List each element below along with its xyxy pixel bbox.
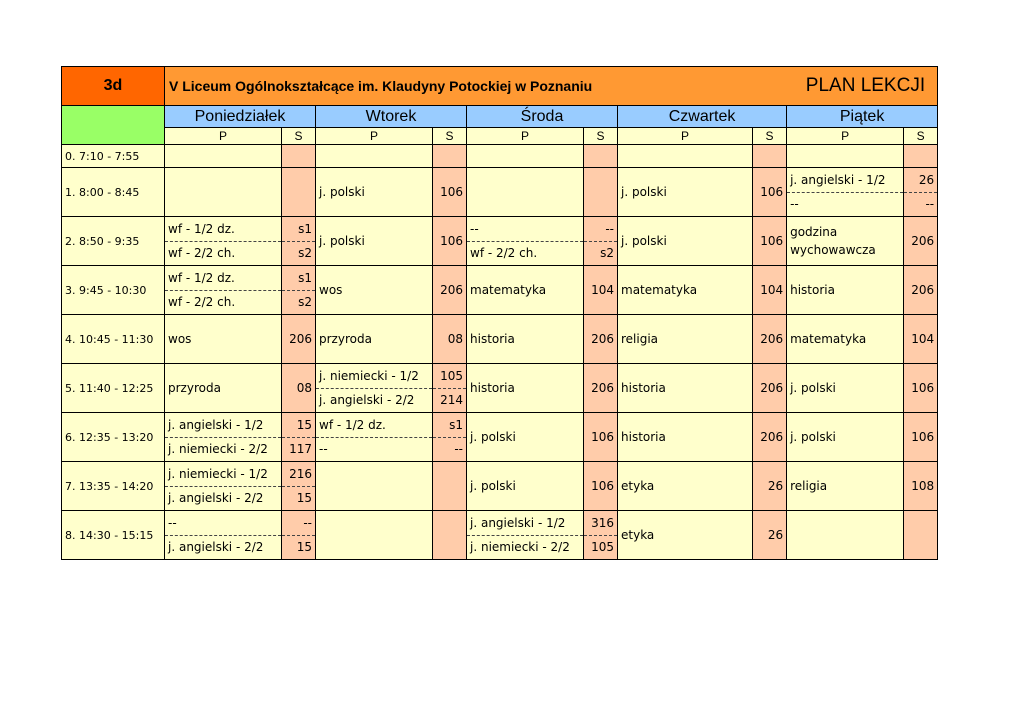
lesson-time: 4. 10:45 - 11:30 — [62, 315, 165, 364]
lesson-row — [62, 266, 938, 315]
room-number: 206 — [911, 234, 935, 248]
subject-name: j. niemiecki - 2/2 — [168, 442, 268, 457]
subject-name: matematyka — [790, 332, 867, 346]
subject-name: godzina wychowawcza — [790, 225, 876, 257]
room-number: -- — [584, 217, 617, 242]
subject-name: wos — [168, 332, 192, 346]
room-cell — [904, 413, 938, 462]
subject-name: przyroda — [168, 381, 221, 395]
lesson-row — [62, 364, 938, 413]
room-number: 216 — [282, 462, 315, 487]
room-cell — [282, 168, 316, 217]
subject-column-header: P — [316, 128, 433, 145]
room-column-header: S — [753, 128, 787, 145]
subject-column-header: P — [618, 128, 753, 145]
page-title: PLAN LEKCJI — [787, 67, 938, 106]
room-cell — [433, 145, 467, 168]
subject-cell — [787, 413, 904, 462]
subject-name: -- — [467, 217, 583, 242]
room-cell — [904, 168, 938, 217]
room-cell — [753, 315, 787, 364]
subject-name: historia — [470, 332, 515, 346]
subject-cell — [316, 511, 433, 560]
lesson-row — [62, 168, 938, 217]
subject-name: wf - 1/2 dz. — [165, 266, 281, 291]
lesson-row — [62, 413, 938, 462]
subject-name: etyka — [621, 528, 655, 542]
class-name: 3d — [62, 67, 165, 106]
subject-cell — [467, 511, 584, 560]
subject-cell — [316, 462, 433, 511]
room-number: -- — [454, 442, 463, 457]
subject-name: wf - 2/2 ch. — [470, 246, 538, 261]
room-cell — [753, 266, 787, 315]
subject-cell — [467, 462, 584, 511]
subject-name: j. polski — [790, 381, 836, 395]
subject-cell — [165, 462, 282, 511]
room-number: -- — [925, 197, 935, 212]
subject-cell — [165, 145, 282, 168]
subject-name: religia — [621, 332, 659, 346]
room-cell — [904, 217, 938, 266]
subject-name: j. angielski - 1/2 — [787, 168, 903, 193]
room-number: 206 — [440, 283, 463, 297]
subject-cell — [618, 217, 753, 266]
subject-cell — [618, 462, 753, 511]
room-cell — [584, 315, 618, 364]
room-cell — [433, 266, 467, 315]
room-cell — [584, 511, 618, 560]
room-number: 26 — [767, 528, 784, 542]
room-number: 108 — [911, 479, 935, 493]
subject-name: matematyka — [470, 283, 547, 297]
day-header: Poniedziałek — [165, 106, 316, 128]
subject-cell — [165, 315, 282, 364]
subject-cell — [618, 168, 753, 217]
subject-cell — [467, 413, 584, 462]
room-cell — [433, 511, 467, 560]
room-number: 316 — [584, 511, 617, 536]
lesson-time: 3. 9:45 - 10:30 — [62, 266, 165, 315]
lesson-time: 7. 13:35 - 14:20 — [62, 462, 165, 511]
subject-name: j. angielski - 1/2 — [165, 413, 281, 438]
day-header: Środa — [467, 106, 618, 128]
subject-cell — [165, 217, 282, 266]
subject-name: j. angielski - 2/2 — [319, 393, 415, 408]
room-number: s2 — [298, 246, 312, 261]
lesson-time: 1. 8:00 - 8:45 — [62, 168, 165, 217]
room-cell — [584, 217, 618, 266]
subject-name: historia — [790, 283, 835, 297]
school-name: V Liceum Ogólnokształcące im. Klaudyny Potockiej w Poznaniu — [165, 67, 787, 106]
room-cell — [433, 217, 467, 266]
subject-column-header: P — [787, 128, 904, 145]
subject-name: religia — [790, 479, 828, 493]
room-number: 105 — [433, 364, 466, 389]
room-cell — [904, 511, 938, 560]
room-number: 206 — [591, 381, 614, 395]
room-number: 15 — [296, 540, 312, 555]
subject-name: wf - 1/2 dz. — [165, 217, 281, 242]
subject-name: przyroda — [319, 332, 372, 346]
room-number: 206 — [911, 283, 935, 297]
subject-cell — [787, 364, 904, 413]
subject-name: j. polski — [319, 234, 365, 248]
lesson-time: 2. 8:50 - 9:35 — [62, 217, 165, 266]
room-number: 106 — [440, 185, 463, 199]
day-header: Piątek — [787, 106, 938, 128]
room-cell — [433, 364, 467, 413]
lesson-row — [62, 315, 938, 364]
room-number: 26 — [767, 479, 784, 493]
room-cell — [433, 315, 467, 364]
room-number: 106 — [911, 430, 935, 444]
subject-cell — [165, 364, 282, 413]
room-cell — [904, 315, 938, 364]
room-cell — [433, 413, 467, 462]
room-number: 106 — [440, 234, 463, 248]
room-cell — [904, 266, 938, 315]
room-cell — [282, 217, 316, 266]
subject-cell — [787, 217, 904, 266]
room-cell — [282, 511, 316, 560]
room-number: s2 — [600, 246, 614, 261]
subject-name: wf - 1/2 dz. — [316, 413, 432, 438]
room-number: 106 — [760, 234, 784, 248]
subject-cell — [787, 511, 904, 560]
lesson-row — [62, 217, 938, 266]
subject-cell — [165, 511, 282, 560]
subject-cell — [787, 266, 904, 315]
lesson-row — [62, 145, 938, 168]
room-number: 206 — [760, 381, 784, 395]
room-number: s1 — [433, 413, 466, 438]
room-column-header: S — [282, 128, 316, 145]
subject-cell — [618, 266, 753, 315]
subject-name: historia — [470, 381, 515, 395]
corner-cell — [62, 106, 165, 145]
subject-cell — [467, 217, 584, 266]
room-number: 206 — [591, 332, 614, 346]
subject-cell — [316, 168, 433, 217]
lesson-time: 5. 11:40 - 12:25 — [62, 364, 165, 413]
subject-cell — [316, 315, 433, 364]
room-cell — [282, 462, 316, 511]
subject-name: j. niemiecki - 2/2 — [470, 540, 570, 555]
room-number: 104 — [911, 332, 935, 346]
day-header: Czwartek — [618, 106, 787, 128]
room-cell — [904, 462, 938, 511]
room-cell — [282, 413, 316, 462]
subject-name: j. polski — [790, 430, 836, 444]
subject-cell — [787, 462, 904, 511]
subject-name: wf - 2/2 ch. — [168, 295, 236, 310]
subject-cell — [618, 413, 753, 462]
room-cell — [282, 315, 316, 364]
subject-cell — [165, 266, 282, 315]
subject-cell — [316, 266, 433, 315]
room-column-header: S — [904, 128, 938, 145]
subject-cell — [787, 315, 904, 364]
room-cell — [753, 462, 787, 511]
room-cell — [904, 364, 938, 413]
subject-name: -- — [165, 511, 281, 536]
room-cell — [753, 413, 787, 462]
room-cell — [753, 364, 787, 413]
subject-cell — [787, 145, 904, 168]
subject-name: j. angielski - 2/2 — [168, 540, 264, 555]
day-header: Wtorek — [316, 106, 467, 128]
lesson-row — [62, 511, 938, 560]
subject-cell — [618, 511, 753, 560]
room-number: 26 — [904, 168, 937, 193]
room-number: s1 — [282, 217, 315, 242]
room-number: 117 — [289, 442, 312, 457]
room-number: 15 — [282, 413, 315, 438]
subject-name: -- — [319, 442, 328, 457]
room-number: 206 — [289, 332, 312, 346]
room-cell — [753, 217, 787, 266]
subject-cell — [467, 315, 584, 364]
subject-cell — [165, 413, 282, 462]
subject-name: j. polski — [319, 185, 365, 199]
room-number: 08 — [296, 381, 312, 395]
subject-name: wf - 2/2 ch. — [168, 246, 236, 261]
subject-cell — [316, 413, 433, 462]
room-number: s1 — [282, 266, 315, 291]
room-number: 08 — [447, 332, 463, 346]
room-column-header: S — [584, 128, 618, 145]
room-number: 106 — [591, 479, 614, 493]
room-number: 105 — [591, 540, 614, 555]
room-cell — [282, 145, 316, 168]
room-cell — [753, 511, 787, 560]
lesson-time: 6. 12:35 - 13:20 — [62, 413, 165, 462]
subject-name: wos — [319, 283, 343, 297]
subject-name: j. angielski - 1/2 — [467, 511, 583, 536]
room-number: s2 — [298, 295, 312, 310]
subject-cell — [316, 145, 433, 168]
subject-name: historia — [621, 381, 666, 395]
subject-name: j. polski — [470, 479, 516, 493]
room-number: 106 — [760, 185, 784, 199]
room-cell — [433, 168, 467, 217]
room-cell — [584, 462, 618, 511]
room-number: 206 — [760, 430, 784, 444]
room-cell — [584, 168, 618, 217]
lesson-row — [62, 462, 938, 511]
subject-name: j. polski — [621, 185, 667, 199]
subject-cell — [467, 168, 584, 217]
room-cell — [282, 364, 316, 413]
lesson-time: 8. 14:30 - 15:15 — [62, 511, 165, 560]
subject-name: j. angielski - 2/2 — [168, 491, 264, 506]
room-cell — [753, 168, 787, 217]
subject-cell — [316, 217, 433, 266]
room-number: 104 — [760, 283, 784, 297]
room-cell — [584, 266, 618, 315]
subject-cell — [165, 168, 282, 217]
room-cell — [584, 145, 618, 168]
subject-name: j. niemiecki - 1/2 — [165, 462, 281, 487]
room-number: 106 — [591, 430, 614, 444]
room-cell — [904, 145, 938, 168]
lesson-time: 0. 7:10 - 7:55 — [62, 145, 165, 168]
room-number: 106 — [911, 381, 935, 395]
subject-cell — [618, 364, 753, 413]
subject-cell — [467, 145, 584, 168]
room-number: 206 — [760, 332, 784, 346]
subject-name: etyka — [621, 479, 655, 493]
subject-cell — [467, 364, 584, 413]
subject-cell — [787, 168, 904, 217]
subject-name: j. polski — [470, 430, 516, 444]
subject-name: j. polski — [621, 234, 667, 248]
subject-name: historia — [621, 430, 666, 444]
subject-name: j. niemiecki - 1/2 — [316, 364, 432, 389]
room-cell — [753, 145, 787, 168]
room-cell — [282, 266, 316, 315]
subject-cell — [618, 315, 753, 364]
room-cell — [584, 413, 618, 462]
subject-name: matematyka — [621, 283, 698, 297]
subject-column-header: P — [467, 128, 584, 145]
room-cell — [584, 364, 618, 413]
timetable — [61, 66, 938, 560]
subject-cell — [618, 145, 753, 168]
room-column-header: S — [433, 128, 467, 145]
subject-cell — [467, 266, 584, 315]
room-number: -- — [282, 511, 315, 536]
room-cell — [433, 462, 467, 511]
room-number: 104 — [591, 283, 614, 297]
subject-name: -- — [790, 197, 799, 212]
subject-column-header: P — [165, 128, 282, 145]
room-number: 214 — [440, 393, 463, 408]
subject-cell — [316, 364, 433, 413]
room-number: 15 — [296, 491, 312, 506]
